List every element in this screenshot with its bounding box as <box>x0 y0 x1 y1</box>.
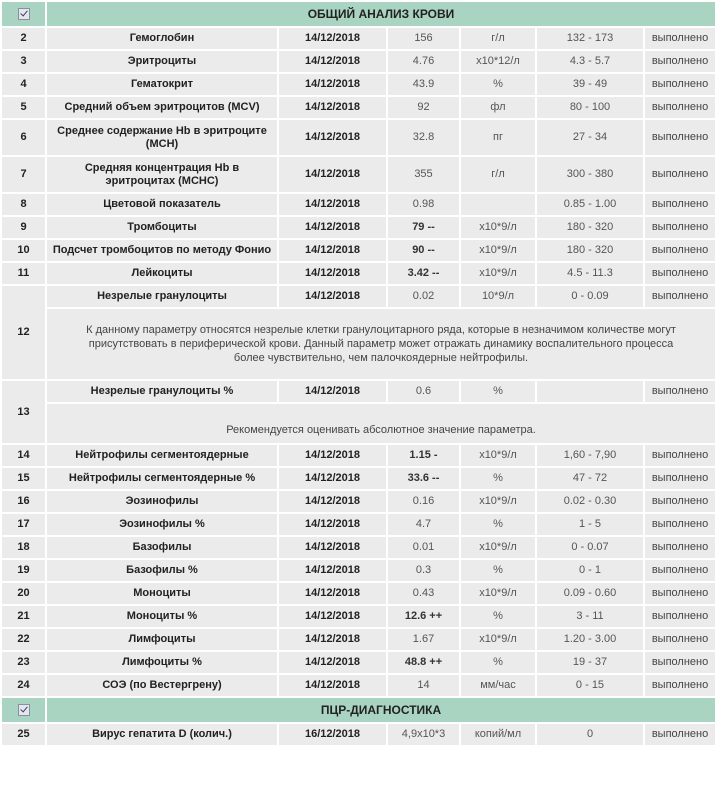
test-name: СОЭ (по Вестергрену) <box>46 674 278 697</box>
status: выполнено <box>644 490 715 513</box>
row-number: 24 <box>1 674 46 697</box>
test-unit: х10*9/л <box>460 262 536 285</box>
test-unit: пг <box>460 119 536 156</box>
test-unit: х10*9/л <box>460 444 536 467</box>
checkbox-checked-icon[interactable] <box>18 8 30 20</box>
reference-range: 132 - 173 <box>536 27 644 50</box>
test-unit: х10*9/л <box>460 216 536 239</box>
row-number: 13 <box>1 380 46 444</box>
reference-range: 4.3 - 5.7 <box>536 50 644 73</box>
test-value: 4.76 <box>387 50 460 73</box>
test-value: 33.6 -- <box>387 467 460 490</box>
test-name: Моноциты <box>46 582 278 605</box>
test-unit: копий/мл <box>460 723 536 746</box>
test-date: 14/12/2018 <box>278 380 387 403</box>
test-value: 32.8 <box>387 119 460 156</box>
test-date: 14/12/2018 <box>278 50 387 73</box>
test-date: 14/12/2018 <box>278 605 387 628</box>
table-row <box>1 559 715 582</box>
status: выполнено <box>644 285 715 308</box>
status: выполнено <box>644 444 715 467</box>
test-date: 14/12/2018 <box>278 96 387 119</box>
row-number: 11 <box>1 262 46 285</box>
reference-range: 0 - 0.07 <box>536 536 644 559</box>
test-value: 0.43 <box>387 582 460 605</box>
reference-range: 180 - 320 <box>536 239 644 262</box>
reference-range: 39 - 49 <box>536 73 644 96</box>
section-checkbox[interactable] <box>1 1 46 27</box>
test-value: 90 -- <box>387 239 460 262</box>
reference-range: 0.85 - 1.00 <box>536 193 644 216</box>
test-name: Незрелые гранулоциты % <box>46 380 278 403</box>
test-value: 14 <box>387 674 460 697</box>
test-unit: мм/час <box>460 674 536 697</box>
reference-range: 0 - 1 <box>536 559 644 582</box>
status: выполнено <box>644 559 715 582</box>
test-name: Эозинофилы <box>46 490 278 513</box>
reference-range: 0 - 0.09 <box>536 285 644 308</box>
test-date: 16/12/2018 <box>278 723 387 746</box>
test-unit: г/л <box>460 27 536 50</box>
row-number: 3 <box>1 50 46 73</box>
test-value: 79 -- <box>387 216 460 239</box>
test-date: 14/12/2018 <box>278 628 387 651</box>
table-row <box>1 490 715 513</box>
test-name: Эритроциты <box>46 50 278 73</box>
section-title: ОБЩИЙ АНАЛИЗ КРОВИ <box>46 1 715 27</box>
test-date: 14/12/2018 <box>278 193 387 216</box>
status: выполнено <box>644 467 715 490</box>
reference-range: 1 - 5 <box>536 513 644 536</box>
test-unit: % <box>460 467 536 490</box>
table-row <box>1 96 715 119</box>
test-date: 14/12/2018 <box>278 216 387 239</box>
table-row <box>1 156 715 193</box>
table-row <box>1 674 715 697</box>
test-name: Нейтрофилы сегментоядерные % <box>46 467 278 490</box>
test-unit <box>460 193 536 216</box>
row-number: 18 <box>1 536 46 559</box>
test-name: Вирус гепатита D (колич.) <box>46 723 278 746</box>
test-value: 4.7 <box>387 513 460 536</box>
status: выполнено <box>644 380 715 403</box>
test-name: Нейтрофилы сегментоядерные <box>46 444 278 467</box>
table-row <box>1 119 715 156</box>
reference-range: 3 - 11 <box>536 605 644 628</box>
test-name: Цветовой показатель <box>46 193 278 216</box>
test-value: 3.42 -- <box>387 262 460 285</box>
reference-range: 0.09 - 0.60 <box>536 582 644 605</box>
test-unit: % <box>460 651 536 674</box>
row-number: 10 <box>1 239 46 262</box>
status: выполнено <box>644 262 715 285</box>
status: выполнено <box>644 536 715 559</box>
status: выполнено <box>644 50 715 73</box>
test-date: 14/12/2018 <box>278 490 387 513</box>
test-value: 48.8 ++ <box>387 651 460 674</box>
test-date: 14/12/2018 <box>278 582 387 605</box>
row-number: 14 <box>1 444 46 467</box>
reference-range: 180 - 320 <box>536 216 644 239</box>
test-value: 1.67 <box>387 628 460 651</box>
test-name: Базофилы % <box>46 559 278 582</box>
test-unit: 10*9/л <box>460 285 536 308</box>
test-value: 0.16 <box>387 490 460 513</box>
test-name: Лейкоциты <box>46 262 278 285</box>
table-row <box>1 605 715 628</box>
test-note: Рекомендуется оценивать абсолютное значение параметра. <box>46 403 715 444</box>
row-number: 7 <box>1 156 46 193</box>
row-number: 16 <box>1 490 46 513</box>
section-title: ПЦР-ДИАГНОСТИКА <box>46 697 715 723</box>
test-value: 156 <box>387 27 460 50</box>
table-row <box>1 380 715 403</box>
test-date: 14/12/2018 <box>278 156 387 193</box>
test-date: 14/12/2018 <box>278 119 387 156</box>
table-row-note <box>1 308 715 380</box>
reference-range <box>536 380 644 403</box>
table-row <box>1 239 715 262</box>
test-name: Гематокрит <box>46 73 278 96</box>
test-name: Тромбоциты <box>46 216 278 239</box>
table-row-note <box>1 403 715 444</box>
table-row <box>1 723 715 746</box>
section-header-cbc <box>1 1 715 27</box>
test-name: Эозинофилы % <box>46 513 278 536</box>
status: выполнено <box>644 605 715 628</box>
test-value: 1.15 - <box>387 444 460 467</box>
test-name: Средний объем эритроцитов (MCV) <box>46 96 278 119</box>
reference-range: 27 - 34 <box>536 119 644 156</box>
reference-range: 0 <box>536 723 644 746</box>
table-row <box>1 536 715 559</box>
table-row <box>1 444 715 467</box>
table-row <box>1 262 715 285</box>
table-row <box>1 651 715 674</box>
test-name: Лимфоциты % <box>46 651 278 674</box>
status: выполнено <box>644 651 715 674</box>
row-number: 17 <box>1 513 46 536</box>
status: выполнено <box>644 674 715 697</box>
test-value: 12.6 ++ <box>387 605 460 628</box>
row-number: 20 <box>1 582 46 605</box>
reference-range: 4.5 - 11.3 <box>536 262 644 285</box>
reference-range: 1,60 - 7,90 <box>536 444 644 467</box>
row-number: 23 <box>1 651 46 674</box>
test-note: К данному параметру относятся незрелые клетки гранулоцитарного ряда, которые в незначимом количестве могут присутствовать в периферической крови. Данный параметр может отражать динамику воспалительного процесса более чувствительно, чем палочкоядерные нейтрофилы. <box>46 308 715 380</box>
test-date: 14/12/2018 <box>278 262 387 285</box>
table-row <box>1 285 715 308</box>
test-value: 92 <box>387 96 460 119</box>
test-name: Незрелые гранулоциты <box>46 285 278 308</box>
test-value: 43.9 <box>387 73 460 96</box>
test-unit: х10*12/л <box>460 50 536 73</box>
test-unit: % <box>460 73 536 96</box>
test-value: 0.6 <box>387 380 460 403</box>
test-date: 14/12/2018 <box>278 536 387 559</box>
reference-range: 80 - 100 <box>536 96 644 119</box>
test-date: 14/12/2018 <box>278 513 387 536</box>
table-row <box>1 73 715 96</box>
test-unit: % <box>460 605 536 628</box>
status: выполнено <box>644 216 715 239</box>
test-value: 0.3 <box>387 559 460 582</box>
test-value: 0.98 <box>387 193 460 216</box>
status: выполнено <box>644 156 715 193</box>
test-unit: х10*9/л <box>460 628 536 651</box>
status: выполнено <box>644 27 715 50</box>
test-date: 14/12/2018 <box>278 239 387 262</box>
test-unit: х10*9/л <box>460 582 536 605</box>
table-row <box>1 216 715 239</box>
status: выполнено <box>644 628 715 651</box>
test-unit: % <box>460 559 536 582</box>
test-name: Подсчет тромбоцитов по методу Фонио <box>46 239 278 262</box>
reference-range: 47 - 72 <box>536 467 644 490</box>
test-name: Лимфоциты <box>46 628 278 651</box>
status: выполнено <box>644 73 715 96</box>
test-name: Гемоглобин <box>46 27 278 50</box>
test-name: Средняя концентрация Hb в эритроцитах (MCHC) <box>46 156 278 193</box>
test-name: Моноциты % <box>46 605 278 628</box>
row-number: 22 <box>1 628 46 651</box>
status: выполнено <box>644 513 715 536</box>
reference-range: 0 - 15 <box>536 674 644 697</box>
test-unit: х10*9/л <box>460 490 536 513</box>
test-unit: фл <box>460 96 536 119</box>
status: выполнено <box>644 193 715 216</box>
status: выполнено <box>644 723 715 746</box>
row-number: 12 <box>1 285 46 380</box>
table-row <box>1 582 715 605</box>
row-number: 21 <box>1 605 46 628</box>
test-date: 14/12/2018 <box>278 674 387 697</box>
row-number: 19 <box>1 559 46 582</box>
test-unit: х10*9/л <box>460 239 536 262</box>
status: выполнено <box>644 96 715 119</box>
test-date: 14/12/2018 <box>278 285 387 308</box>
table-row <box>1 50 715 73</box>
reference-range: 0.02 - 0.30 <box>536 490 644 513</box>
test-value: 355 <box>387 156 460 193</box>
table-row <box>1 467 715 490</box>
test-name: Среднее содержание Hb в эритроците (MCH) <box>46 119 278 156</box>
test-value: 4,9х10*3 <box>387 723 460 746</box>
row-number: 15 <box>1 467 46 490</box>
test-unit: х10*9/л <box>460 536 536 559</box>
row-number: 2 <box>1 27 46 50</box>
test-value: 0.02 <box>387 285 460 308</box>
test-date: 14/12/2018 <box>278 651 387 674</box>
test-name: Базофилы <box>46 536 278 559</box>
row-number: 25 <box>1 723 46 746</box>
row-number: 5 <box>1 96 46 119</box>
table-row <box>1 628 715 651</box>
row-number: 9 <box>1 216 46 239</box>
reference-range: 1.20 - 3.00 <box>536 628 644 651</box>
section-checkbox[interactable] <box>1 697 46 723</box>
table-row <box>1 193 715 216</box>
reference-range: 300 - 380 <box>536 156 644 193</box>
row-number: 6 <box>1 119 46 156</box>
section-header-pcr <box>1 697 715 723</box>
test-date: 14/12/2018 <box>278 444 387 467</box>
status: выполнено <box>644 239 715 262</box>
status: выполнено <box>644 582 715 605</box>
test-value: 0.01 <box>387 536 460 559</box>
test-date: 14/12/2018 <box>278 467 387 490</box>
test-date: 14/12/2018 <box>278 27 387 50</box>
row-number: 4 <box>1 73 46 96</box>
reference-range: 19 - 37 <box>536 651 644 674</box>
table-row <box>1 513 715 536</box>
test-unit: % <box>460 513 536 536</box>
test-unit: г/л <box>460 156 536 193</box>
row-number: 8 <box>1 193 46 216</box>
test-date: 14/12/2018 <box>278 559 387 582</box>
checkbox-checked-icon[interactable] <box>18 704 30 716</box>
test-date: 14/12/2018 <box>278 73 387 96</box>
table-row <box>1 27 715 50</box>
test-unit: % <box>460 380 536 403</box>
status: выполнено <box>644 119 715 156</box>
